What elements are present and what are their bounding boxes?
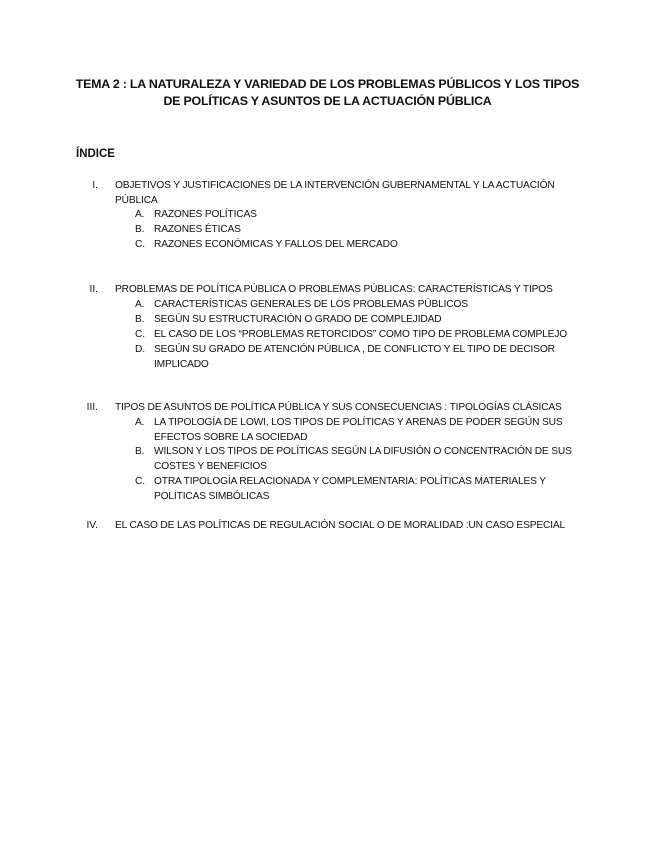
document-title-line-1: TEMA 2 : LA NATURALEZA Y VARIEDAD DE LOS PROBLEMAS PÚBLICOS Y LOS TIPOS bbox=[75, 77, 580, 91]
subitem-letter: C. bbox=[135, 239, 145, 250]
subitem-text: SEGÚN SU GRADO DE ATENCIÓN PÚBLICA , DE CONFLICTO Y EL TIPO DE DECISOR IMPLICADO bbox=[154, 344, 555, 370]
subitem-text: LA TIPOLOGÍA DE LOWI, LOS TIPOS DE POLÍTICAS Y ARENAS DE PODER SEGÚN SUS EFECTOS SOBRE LA SOCIEDAD bbox=[154, 417, 563, 443]
subitem-letter: D. bbox=[135, 344, 145, 355]
subitem-letter: C. bbox=[135, 329, 145, 340]
subitem-text: SEGÚN SU ESTRUCTURACIÓN O GRADO DE COMPLEJIDAD bbox=[154, 314, 442, 325]
subitem-text: WILSON Y LOS TIPOS DE POLÍTICAS SEGÚN LA DIFUSIÓN O CONCENTRACIÓN DE SUS COSTES Y BENEFICIOS bbox=[154, 446, 572, 472]
section-numeral: III. bbox=[86, 402, 98, 413]
document-title bbox=[60, 76, 595, 110]
section-title: TIPOS DE ASUNTOS DE POLÍTICA PÚBLICA Y SUS CONSECUENCIAS : TIPOLOGÍAS CLÁSICAS bbox=[115, 402, 562, 413]
section-numeral: II. bbox=[89, 284, 98, 295]
subitem-letter: C. bbox=[135, 476, 145, 487]
subitem-text: OTRA TIPOLOGÍA RELACIONADA Y COMPLEMENTARIA: POLÍTICAS MATERIALES Y POLÍTICAS SIMBÓLICAS bbox=[154, 476, 546, 502]
subitem-letter: A. bbox=[135, 209, 145, 220]
subitem-letter: B. bbox=[135, 446, 145, 457]
section-numeral: I. bbox=[92, 180, 98, 191]
index-heading: ÍNDICE bbox=[76, 148, 115, 160]
subitem-letter: A. bbox=[135, 417, 145, 428]
subitem-letter: B. bbox=[135, 314, 145, 325]
subitem-text: RAZONES ECONÓMICAS Y FALLOS DEL MERCADO bbox=[154, 239, 398, 250]
subitem-text: RAZONES ÉTICAS bbox=[154, 224, 241, 235]
document-title-line-2: DE POLÍTICAS Y ASUNTOS DE LA ACTUACIÓN PÚBLICA bbox=[163, 94, 492, 108]
subitem-text: EL CASO DE LOS “PROBLEMAS RETORCIDOS” COMO TIPO DE PROBLEMA COMPLEJO bbox=[154, 329, 568, 340]
section-numeral: IV. bbox=[86, 520, 98, 531]
subitem-letter: A. bbox=[135, 299, 145, 310]
section-title: PROBLEMAS DE POLÍTICA PÚBLICA O PROBLEMAS PÚBLICAS: CARACTERÍSTICAS Y TIPOS bbox=[115, 284, 553, 295]
section-title: OBJETIVOS Y JUSTIFICACIONES DE LA INTERVENCIÓN GUBERNAMENTAL Y LA ACTUACIÓN PÚBLICA bbox=[115, 180, 555, 206]
subitem-text: RAZONES POLÍTICAS bbox=[154, 209, 257, 220]
subitem-text: CARACTERÍSTICAS GENERALES DE LOS PROBLEMAS PÚBLICOS bbox=[154, 299, 468, 310]
subitem-letter: B. bbox=[135, 224, 145, 235]
section-title: EL CASO DE LAS POLÍTICAS DE REGULACIÓN SOCIAL O DE MORALIDAD :UN CASO ESPECIAL bbox=[115, 520, 566, 531]
